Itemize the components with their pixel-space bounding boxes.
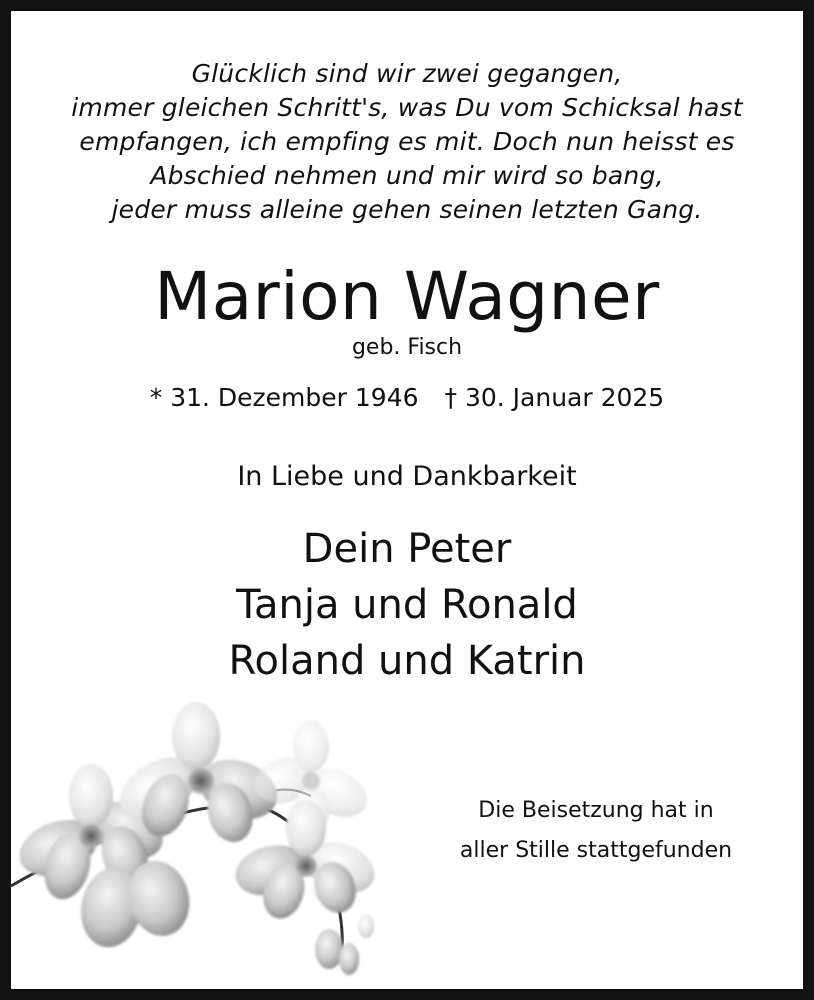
burial-note xyxy=(411,791,781,871)
poem-line: Abschied nehmen und mir wird so bang, xyxy=(150,161,664,190)
family-line: Roland und Katrin xyxy=(228,638,586,684)
birth-date: * 31. Dezember 1946 xyxy=(149,383,419,412)
deceased-name: Marion Wagner xyxy=(154,258,660,335)
orchid-flower-illustration xyxy=(11,701,411,991)
death-date: † 30. Januar 2025 xyxy=(444,383,665,412)
family-line: Dein Peter xyxy=(302,526,512,572)
maiden-name: geb. Fisch xyxy=(351,335,463,360)
poem-verse xyxy=(11,57,803,227)
family-signatures xyxy=(11,521,803,689)
poem-line: Glücklich sind wir zwei gegangen, xyxy=(191,59,623,88)
life-dates xyxy=(11,381,803,415)
family-line: Tanja und Ronald xyxy=(236,582,578,628)
dedication: In Liebe und Dankbarkeit xyxy=(237,461,577,492)
burial-note-line: Die Beisetzung hat in xyxy=(478,798,714,823)
poem-line: jeder muss alleine gehen seinen letzten Gang. xyxy=(111,195,703,224)
poem-line: empfangen, ich empfing es mit. Doch nun heisst es xyxy=(79,127,735,156)
burial-note-line: aller Stille stattgefunden xyxy=(459,838,733,863)
poem-line: immer gleichen Schritt's, was Du vom Schicksal hast xyxy=(71,93,743,122)
